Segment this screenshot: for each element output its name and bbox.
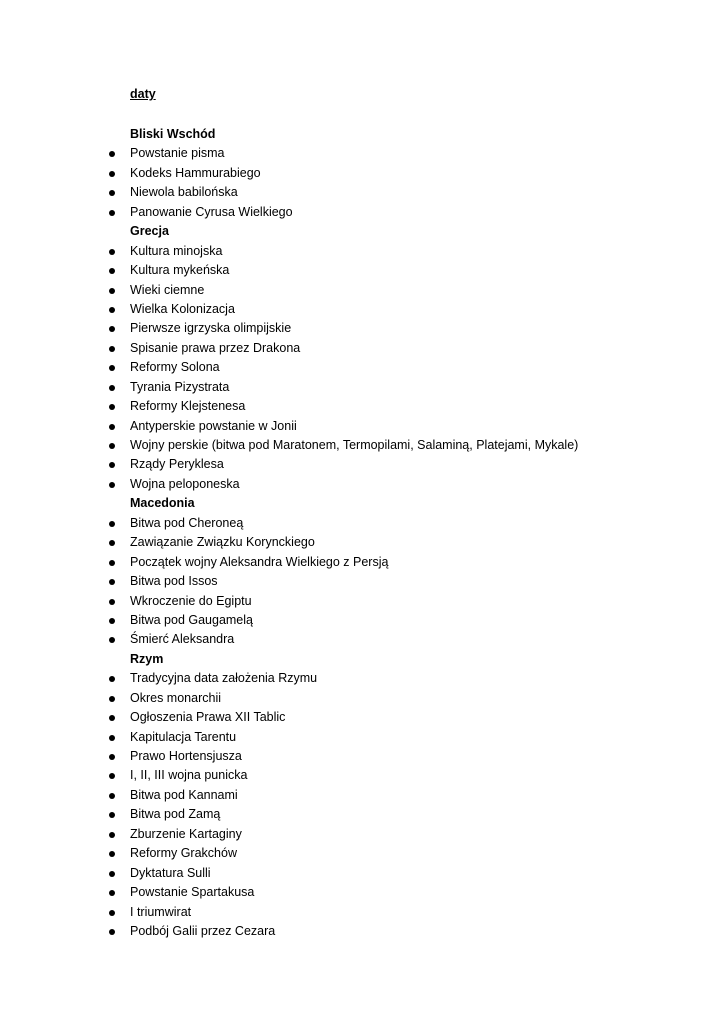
bullet-icon (109, 812, 115, 818)
section-heading (0, 222, 725, 241)
list-item-text: Ogłoszenia Prawa XII Tablic (130, 710, 286, 725)
list-item (0, 475, 725, 494)
list-item-text: Dyktatura Sulli (130, 865, 211, 880)
bullet-icon (109, 696, 115, 702)
list-item-text: Niewola babilońska (130, 185, 238, 200)
list-item (0, 553, 725, 572)
bullet-icon (109, 346, 115, 352)
list-item (0, 572, 725, 591)
list-item-text: Panowanie Cyrusa Wielkiego (130, 204, 293, 219)
document-title: daty (130, 87, 156, 101)
bullet-icon (109, 288, 115, 294)
list-item-text: Wojny perskie (bitwa pod Maratonem, Termopilami, Salaminą, Platejami, Mykale) (130, 438, 579, 452)
list-item (0, 844, 725, 863)
list-item (0, 261, 725, 280)
list-item-text: Wielka Kolonizacja (130, 301, 235, 316)
bullet-icon (109, 832, 115, 838)
bullet-icon (109, 754, 115, 760)
list-item-text: Powstanie Spartakusa (130, 885, 255, 900)
bullet-icon (109, 365, 115, 371)
list-item-text: Bitwa pod Kannami (130, 787, 238, 802)
bullet-icon (109, 599, 115, 605)
list-item (0, 689, 725, 708)
list-item (0, 864, 725, 883)
list-item (0, 319, 725, 338)
list-item-text: Kultura minojska (130, 243, 223, 258)
list-item-text: Spisanie prawa przez Drakona (130, 340, 301, 355)
bullet-icon (109, 151, 115, 157)
list-item-text: Śmierć Aleksandra (130, 632, 235, 647)
list-item (0, 669, 725, 688)
list-item (0, 417, 725, 436)
list-item (0, 747, 725, 766)
bullet-icon (109, 560, 115, 566)
list-item-text: Reformy Grakchów (130, 846, 237, 861)
list-item-text: Początek wojny Aleksandra Wielkiego z Persją (130, 554, 389, 569)
list-item-text: Kultura mykeńska (130, 263, 230, 278)
list-item-text: Zburzenie Kartaginy (130, 826, 242, 841)
list-item (0, 164, 725, 183)
list-item-text: Tradycyjna data założenia Rzymu (130, 671, 318, 686)
list-item (0, 436, 725, 455)
bullet-icon (109, 249, 115, 255)
list-item-text: Wieki ciemne (130, 282, 205, 297)
section-heading (0, 494, 725, 513)
list-item-text: Zawiązanie Związku Korynckiego (130, 535, 315, 550)
bullet-icon (109, 871, 115, 877)
bullet-icon (109, 424, 115, 430)
list-item-text: Wkroczenie do Egiptu (130, 593, 252, 608)
bullet-icon (109, 190, 115, 196)
bullet-icon (109, 326, 115, 332)
list-item-text: Kapitulacja Tarentu (130, 729, 237, 744)
bullet-icon (109, 793, 115, 799)
list-item-text: Reformy Solona (130, 360, 220, 375)
list-item-text: Tyrania Pizystrata (130, 379, 230, 394)
bullet-icon (109, 715, 115, 721)
list-item-text: Bitwa pod Gaugamelą (130, 612, 253, 627)
list-item (0, 514, 725, 533)
bullet-icon (109, 540, 115, 546)
list-item (0, 728, 725, 747)
list-item (0, 183, 725, 202)
list-item-text: Pierwsze igrzyska olimpijskie (130, 321, 292, 336)
section-heading-text: Macedonia (130, 496, 195, 511)
list-item-text: Bitwa pod Issos (130, 574, 218, 589)
list-item (0, 397, 725, 416)
list-item-text: Podbój Galii przez Cezara (130, 923, 276, 938)
list-item (0, 203, 725, 222)
list-item (0, 378, 725, 397)
list-item (0, 630, 725, 649)
bullet-icon (109, 890, 115, 896)
bullet-icon (109, 443, 115, 449)
list-item (0, 786, 725, 805)
list-item (0, 805, 725, 824)
list-item-text: Reformy Klejstenesa (130, 399, 246, 414)
list-item (0, 281, 725, 300)
list-item (0, 358, 725, 377)
list-item (0, 592, 725, 611)
list-item (0, 455, 725, 474)
list-item (0, 922, 725, 941)
bullet-icon (109, 307, 115, 313)
list-item-text: I triumwirat (130, 904, 192, 919)
bullet-icon (109, 579, 115, 585)
list-item (0, 339, 725, 358)
list-item (0, 242, 725, 261)
list-item-text: Bitwa pod Zamą (130, 807, 221, 822)
list-item (0, 611, 725, 630)
section-heading (0, 125, 725, 144)
bullet-icon (109, 462, 115, 468)
bullet-icon (109, 676, 115, 682)
list-item-text: Okres monarchii (130, 690, 221, 705)
list-item (0, 300, 725, 319)
bullet-icon (109, 910, 115, 916)
list-item (0, 708, 725, 727)
bullet-icon (109, 735, 115, 741)
list-item (0, 883, 725, 902)
section-heading-text: Grecja (130, 224, 169, 239)
section-heading-text: Rzym (130, 651, 164, 666)
date-outline (0, 125, 725, 941)
bullet-icon (109, 521, 115, 527)
list-item (0, 766, 725, 785)
bullet-icon (109, 210, 115, 216)
list-item-text: Bitwa pod Cheroneą (130, 515, 244, 530)
list-item (0, 825, 725, 844)
section-heading (0, 650, 725, 669)
bullet-icon (109, 482, 115, 488)
bullet-icon (109, 171, 115, 177)
bullet-icon (109, 618, 115, 624)
list-item-text: I, II, III wojna punicka (130, 768, 248, 783)
section-heading-text: Bliski Wschód (130, 127, 216, 141)
list-item (0, 903, 725, 922)
list-item-text: Prawo Hortensjusza (130, 749, 242, 763)
list-item-text: Kodeks Hammurabiego (130, 165, 261, 180)
list-item (0, 533, 725, 552)
bullet-icon (109, 404, 115, 410)
list-item-text: Powstanie pisma (130, 146, 225, 161)
bullet-icon (109, 929, 115, 935)
list-item-text: Antyperskie powstanie w Jonii (130, 418, 297, 433)
list-item-text: Wojna peloponeska (130, 476, 240, 491)
bullet-icon (109, 773, 115, 779)
list-item-text: Rządy Peryklesa (130, 457, 224, 472)
bullet-icon (109, 637, 115, 643)
bullet-icon (109, 851, 115, 857)
list-item (0, 144, 725, 163)
bullet-icon (109, 268, 115, 274)
bullet-icon (109, 385, 115, 391)
